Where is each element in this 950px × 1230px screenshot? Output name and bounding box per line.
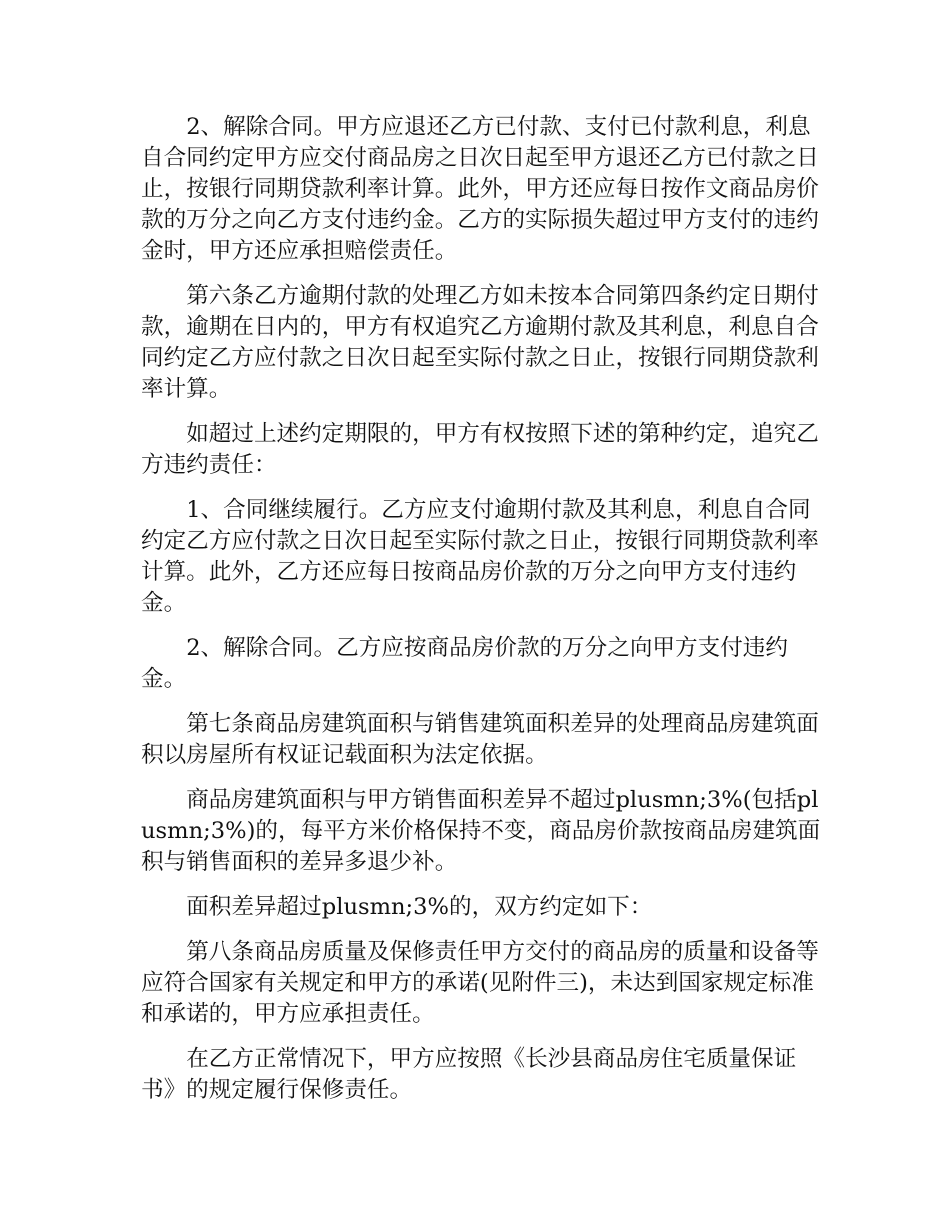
paragraph-article-8: 第八条商品房质量及保修责任甲方交付的商品房的质量和设备等应符合国家有关规定和甲方的承诺(见附件三)，未达到国家规定标准和承诺的，甲方应承担责任。 xyxy=(141,939,819,1027)
paragraph-warranty: 在乙方正常情况下，甲方应按照《长沙县商品房住宅质量保证书》的规定履行保修责任。 xyxy=(141,1046,797,1103)
paragraph-termination-seller: 2、解除合同。甲方应退还乙方已付款、支付已付款利息，利息自合同约定甲方应交付商品房之日次日起至甲方退还乙方已付款之日止，按银行同期贷款利率计算。此外，甲方还应每日按作文商品房价款的万分之向乙方支付违约金。乙方的实际损失超过甲方支付的违约金时，甲方还应承担赔偿责任。 xyxy=(141,114,819,264)
document-body xyxy=(141,112,821,1106)
paragraph-area-within-3pct: 商品房建筑面积与甲方销售面积差异不超过plusmn;3%(包括plusmn;3%)的，每平方米价格保持不变，商品房价款按商品房建筑面积与销售面积的差异多退少补。 xyxy=(141,787,821,875)
paragraph-article-6: 第六条乙方逾期付款的处理乙方如未按本合同第四条约定日期付款，逾期在日内的，甲方有权追究乙方逾期付款及其利息，利息自合同约定乙方应付款之日次日起至实际付款之日止，按银行同期贷款利率计算。 xyxy=(141,283,819,402)
paragraph-exceed-period: 如超过上述约定期限的，甲方有权按照下述的第种约定，追究乙方违约责任： xyxy=(141,421,819,478)
paragraph-article-7: 第七条商品房建筑面积与销售建筑面积差异的处理商品房建筑面积以房屋所有权证记载面积为法定依据。 xyxy=(141,711,819,768)
paragraph-area-over-3pct: 面积差异超过plusmn;3%的，双方约定如下： xyxy=(186,894,653,920)
paragraph-termination-buyer: 2、解除合同。乙方应按商品房价款的万分之向甲方支付违约金。 xyxy=(141,635,788,692)
paragraph-continue-contract: 1、合同继续履行。乙方应支付逾期付款及其利息，利息自合同约定乙方应付款之日次日起至实际付款之日止，按银行同期贷款利率计算。此外，乙方还应每日按商品房价款的万分之向甲方支付违约金。 xyxy=(141,497,819,616)
